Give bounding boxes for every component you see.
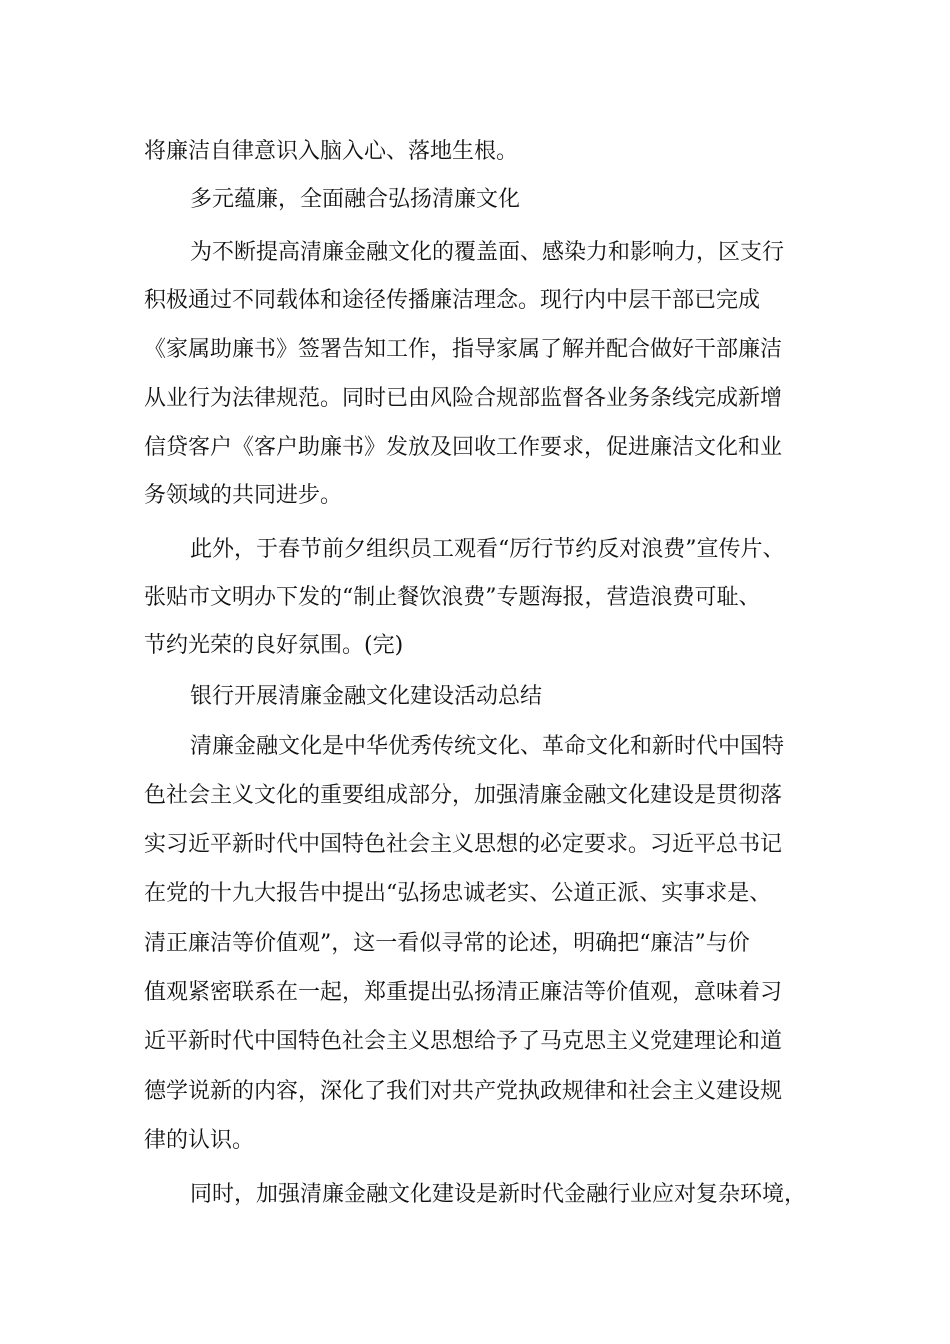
text-line: 律的认识。 (144, 1128, 255, 1153)
section-heading: 银行开展清廉金融文化建设活动总结 (190, 684, 543, 709)
text-line: 《家属助廉书》签署告知工作，指导家属了解并配合做好干部廉洁 (144, 337, 783, 362)
text-line: 务领域的共同进步。 (144, 483, 343, 508)
text-line: 实习近平新时代中国特色社会主义思想的必定要求。习近平总书记 (144, 832, 783, 857)
text-line: 节约光荣的良好氛围。(完) (144, 633, 404, 658)
text-line: 同时，加强清廉金融文化建设是新时代金融行业应对复杂环境， (190, 1182, 807, 1207)
text-line: 清廉金融文化是中华优秀传统文化、革命文化和新时代中国特 (190, 734, 785, 759)
text-line: 信贷客户《客户助廉书》发放及回收工作要求，促进廉洁文化和业 (144, 435, 783, 460)
text-line: 清正廉洁等价值观”，这一看似寻常的论述，明确把“廉洁”与价 (144, 931, 750, 956)
section-heading: 多元蕴廉，全面融合弘扬清廉文化 (190, 187, 521, 212)
text-line: 近平新时代中国特色社会主义思想给予了马克思主义党建理论和道 (144, 1029, 783, 1054)
text-line: 从业行为法律规范。同时已由风险合规部监督各业务条线完成新增 (144, 386, 783, 411)
text-line: 将廉洁自律意识入脑入心、落地生根。 (144, 139, 519, 164)
text-line: 德学说新的内容，深化了我们对共产党执政规律和社会主义建设规 (144, 1079, 783, 1104)
text-line: 在党的十九大报告中提出“弘扬忠诚老实、公道正派、实事求是、 (144, 881, 772, 906)
text-line: 积极通过不同载体和途径传播廉洁理念。现行内中层干部已完成 (144, 288, 761, 313)
text-line: 张贴市文明办下发的“制止餐饮浪费”专题海报，营造浪费可耻、 (144, 585, 761, 610)
text-line: 值观紧密联系在一起，郑重提出弘扬清正廉洁等价值观，意味着习 (144, 980, 783, 1005)
text-line: 为不断提高清廉金融文化的覆盖面、感染力和影响力，区支行 (190, 240, 785, 265)
text-line: 此外，于春节前夕组织员工观看“厉行节约反对浪费”宣传片、 (190, 537, 785, 562)
text-line: 色社会主义文化的重要组成部分，加强清廉金融文化建设是贯彻落 (144, 783, 783, 808)
